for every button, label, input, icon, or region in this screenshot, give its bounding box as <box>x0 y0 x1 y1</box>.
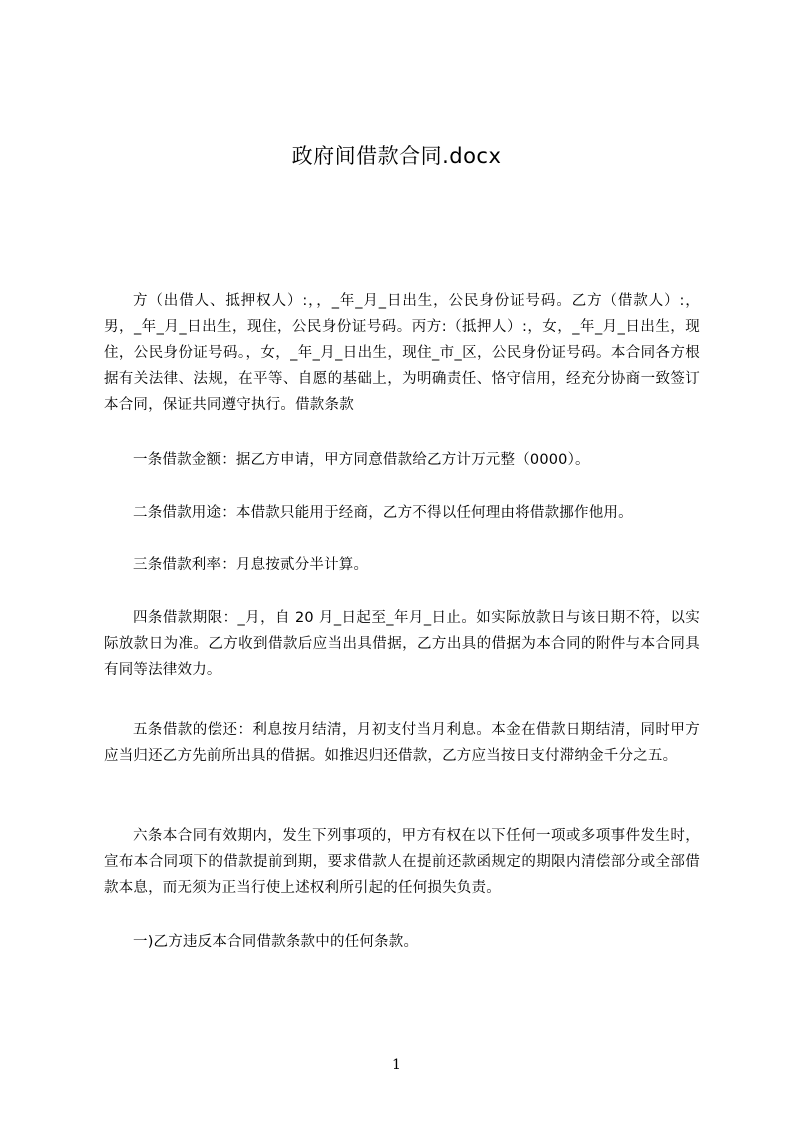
page-number: 1 <box>392 1057 401 1073</box>
document-title: 政府间借款合同.docx <box>291 144 502 168</box>
clause-item-one: 一)乙方违反本合同借款条款中的任何条款。 <box>133 934 419 950</box>
clause-acceleration: 六条本合同有效期内，发生下列事项的，甲方有权在以下任何一项或多项事件发生时，宣布本合同项下的借款提前到期，要求借款人在提前还款函规定的期限内清偿部分或全部借款本息，而无须为正当行使上述权利所引起的任何损失负责。 <box>104 828 700 896</box>
clause-loan-term: 四条借款期限：_月，自 20 月_日起至_年月_日止。如实际放款日与该日期不符，以实际放款日为准。乙方收到借款后应当出具借据，乙方出具的借据为本合同的附件与本合同具有同等法律效力。 <box>104 610 700 678</box>
clause-loan-purpose: 二条借款用途：本借款只能用于经商，乙方不得以任何理由将借款挪作他用。 <box>133 505 633 521</box>
clause-repayment: 五条借款的偿还：利息按月结清，月初支付当月利息。本金在借款日期结清，同时甲方应当归还乙方先前所出具的借据。如推迟归还借款，乙方应当按日支付滞纳金千分之五。 <box>104 722 700 764</box>
party-info-paragraph: 方（出借人、抵押权人）:，，_年_月_日出生，公民身份证号码。乙方（借款人）:，男，_年_月_日出生，现住，公民身份证号码。丙方:（抵押人）:，女，_年_月_日出生，现住，公民身份证号码。，女，_年_月_日出生，现住_市_区，公民身份证号码。本合同各方根据有关法律、法规，在平等、自愿的基础上，为明确责任、恪守信用，经充分协商一致签订本合同，保证共同遵守执行。借款条款 <box>104 293 700 413</box>
clause-interest-rate: 三条借款利率：月息按贰分半计算。 <box>133 557 369 573</box>
clause-loan-amount: 一条借款金额：据乙方申请，甲方同意借款给乙方计万元整（0000）。 <box>133 452 590 468</box>
